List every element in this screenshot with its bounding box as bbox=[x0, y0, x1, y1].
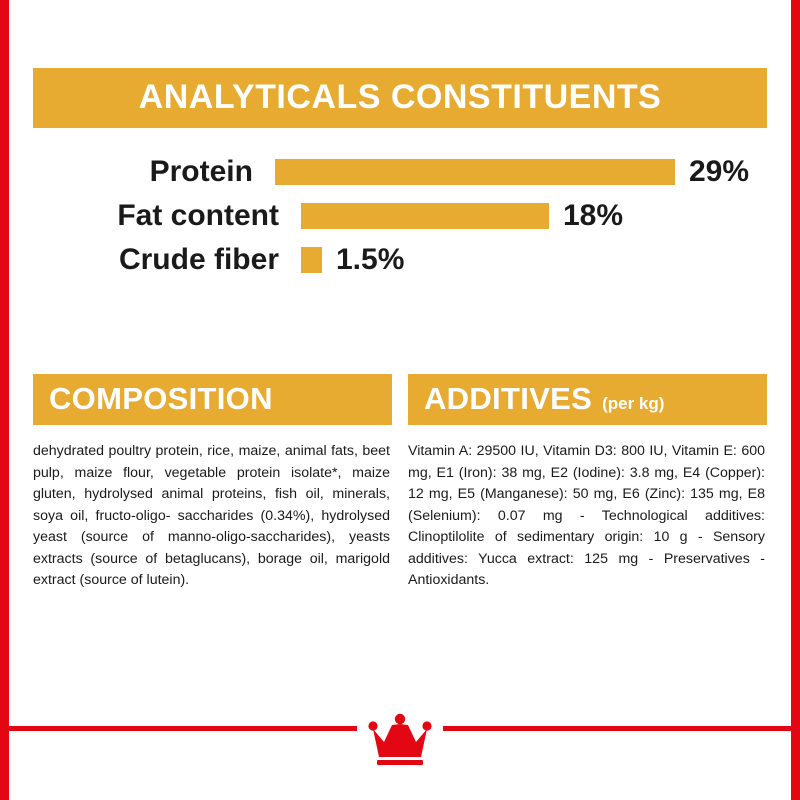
chart-row bbox=[51, 150, 749, 194]
composition-text: dehydrated poultry protein, rice, maize, animal fats, beet pulp, maize flour, vegetable protein isolate*, maize gluten, hydrolysed animal proteins, fish oil, minerals, soya oil, fructo-oligo- saccharides (0.34%), hydrolysed yeast (source of manno-oligo-saccharides), yeasts extracts (source of betaglucans), borage oil, marigold extract (source of lutein). bbox=[33, 443, 390, 589]
detail-panels bbox=[9, 374, 791, 592]
chart-row bbox=[51, 194, 749, 238]
additives-heading: ADDITIVES bbox=[424, 381, 593, 416]
bar-fill bbox=[301, 203, 549, 229]
footer bbox=[0, 726, 800, 800]
bar-track bbox=[275, 157, 749, 187]
composition-heading: COMPOSITION bbox=[49, 381, 273, 416]
bar-category-label: Crude fiber bbox=[118, 243, 279, 276]
bar-value-label: 18% bbox=[563, 199, 624, 232]
brand-logo bbox=[357, 708, 443, 772]
bar-fill bbox=[301, 247, 322, 273]
additives-panel bbox=[408, 374, 767, 592]
bar-fill bbox=[275, 159, 675, 185]
chart-row bbox=[51, 238, 749, 282]
bar-category-label: Fat content bbox=[117, 199, 279, 232]
bar-category-label: Protein bbox=[149, 155, 253, 188]
right-red-border bbox=[791, 0, 800, 800]
analyticals-bar-chart bbox=[33, 150, 767, 282]
page-content bbox=[9, 0, 791, 800]
additives-subheading: (per kg) bbox=[602, 394, 665, 413]
crown-icon bbox=[364, 711, 436, 769]
bar-value-label: 29% bbox=[688, 155, 749, 188]
bar-track bbox=[301, 201, 749, 231]
additives-heading-band bbox=[408, 374, 767, 425]
analyticals-section bbox=[9, 0, 791, 282]
analyticals-heading: ANALYTICALS CONSTITUENTS bbox=[33, 68, 767, 128]
additives-text: Vitamin A: 29500 IU, Vitamin D3: 800 IU, Vitamin E: 600 mg, E1 (Iron): 38 mg, E2 (Iodine): 3.8 mg, E4 (Copper): 12 mg, E5 (Manganese): 50 mg, E6 (Zinc): 135 mg, E8 (Selenium): 0.07 mg - Technological additives: Clinoptilolite of sedimentary origin: 10 g - Sensory additives: Yucca extract: 125 mg - Preservatives - Antioxidants. bbox=[408, 443, 765, 589]
bar-value-label: 1.5% bbox=[336, 243, 405, 276]
composition-panel bbox=[33, 374, 392, 592]
bar-track bbox=[301, 245, 749, 275]
composition-heading-band bbox=[33, 374, 392, 425]
left-red-border bbox=[0, 0, 9, 800]
